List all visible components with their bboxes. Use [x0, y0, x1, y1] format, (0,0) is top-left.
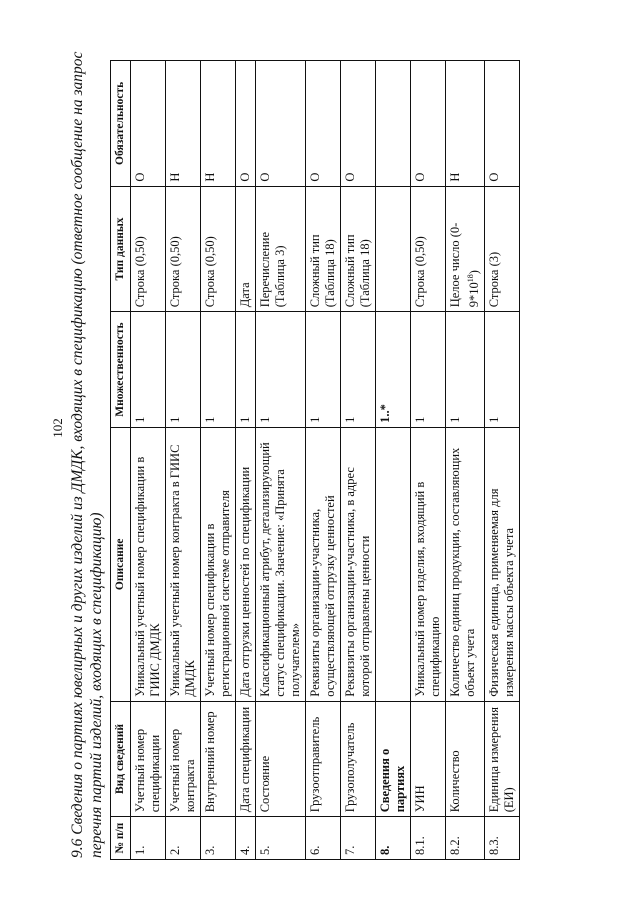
section-heading: 9.6 Сведения о партиях ювелирных и других изделий из ДМДК, входящих в спецификацию (ответное сообщение на запрос перечня партий изделий, входящих в спецификацию) — [69, 51, 105, 858]
cell-type — [376, 186, 411, 312]
table-row — [236, 61, 256, 860]
cell-mult: 1 — [131, 312, 166, 428]
rotated-content — [68, 40, 628, 860]
cell-desc: Физическая единица, применяемая для измерения массы объекта учета — [485, 427, 520, 701]
cell-type: Целое число $(0-9*10^{18})$ — [446, 186, 485, 312]
cell-mult: 1 — [341, 312, 376, 428]
column-header: Обязательность — [111, 61, 131, 187]
table-row — [166, 61, 201, 860]
cell-req: Н — [446, 61, 485, 187]
cell-req: Н — [201, 61, 236, 187]
cell-mult: 1..* — [376, 312, 411, 428]
cell-req: О — [485, 61, 520, 187]
column-header: № п/п — [111, 817, 131, 860]
cell-desc: Классификационный атрибут, детализирующий статус спецификации. Значение: «Принята получателем» — [256, 427, 306, 701]
cell-req: Н — [166, 61, 201, 187]
cell-kind: Состояние — [256, 701, 306, 817]
cell-kind: Учетный номер контракта — [166, 701, 201, 817]
column-header: Тип данных — [111, 186, 131, 312]
page-number: 102 — [49, 418, 65, 438]
cell-req: О — [236, 61, 256, 187]
data-table — [110, 60, 520, 860]
table-row — [341, 61, 376, 860]
column-header: Множественность — [111, 312, 131, 428]
cell-desc: Реквизиты организации-участника, осуществляющей отгрузку ценностей — [306, 427, 341, 701]
cell-kind: Внутренний номер — [201, 701, 236, 817]
column-header: Вид сведений — [111, 701, 131, 817]
cell-num: 8.3. — [485, 817, 520, 860]
table-row — [131, 61, 166, 860]
cell-type: Перечисление (Таблица 3) — [256, 186, 306, 312]
cell-num: 7. — [341, 817, 376, 860]
cell-kind: Количество — [446, 701, 485, 817]
cell-type: Строка (0,50) — [166, 186, 201, 312]
cell-num: 3. — [201, 817, 236, 860]
cell-req: О — [306, 61, 341, 187]
cell-desc — [376, 427, 411, 701]
cell-kind: Единица измерения (ЕИ) — [485, 701, 520, 817]
table-row — [201, 61, 236, 860]
cell-mult: 1 — [236, 312, 256, 428]
table-row — [306, 61, 341, 860]
cell-mult: 1 — [411, 312, 446, 428]
cell-num: 8.1. — [411, 817, 446, 860]
cell-req: О — [411, 61, 446, 187]
cell-kind: Учетный номер спецификации — [131, 701, 166, 817]
cell-kind: УИН — [411, 701, 446, 817]
cell-type: Сложный тип (Таблица 18) — [341, 186, 376, 312]
cell-desc: Дата отгрузки ценностей по спецификации — [236, 427, 256, 701]
cell-kind: Дата спецификации — [236, 701, 256, 817]
cell-kind: Грузоотправитель — [306, 701, 341, 817]
cell-num: 8. — [376, 817, 411, 860]
table-row — [446, 61, 485, 860]
cell-mult: 1 — [485, 312, 520, 428]
cell-num: 6. — [306, 817, 341, 860]
cell-num: 8.2. — [446, 817, 485, 860]
cell-desc: Реквизиты организации-участника, в адрес которой отправлены ценности — [341, 427, 376, 701]
cell-desc: Учетный номер спецификации в регистрационной системе отправителя — [201, 427, 236, 701]
table-row — [256, 61, 306, 860]
table-row — [411, 61, 446, 860]
cell-req: О — [341, 61, 376, 187]
cell-desc: Уникальный учетный номер спецификации в ГИИС ДМДК — [131, 427, 166, 701]
cell-mult: 1 — [256, 312, 306, 428]
table-header-row — [111, 61, 131, 860]
cell-desc: Уникальный номер изделия, входящий в спецификацию — [411, 427, 446, 701]
cell-mult: 1 — [166, 312, 201, 428]
cell-kind: Сведения о партиях — [376, 701, 411, 817]
table-row — [485, 61, 520, 860]
cell-req: О — [256, 61, 306, 187]
cell-type: Дата — [236, 186, 256, 312]
cell-type: Строка (3) — [485, 186, 520, 312]
cell-mult: 1 — [306, 312, 341, 428]
cell-mult: 1 — [446, 312, 485, 428]
cell-type: Сложный тип (Таблица 18) — [306, 186, 341, 312]
cell-num: 5. — [256, 817, 306, 860]
cell-req: О — [131, 61, 166, 187]
cell-num: 4. — [236, 817, 256, 860]
cell-num: 2. — [166, 817, 201, 860]
column-header: Описание — [111, 427, 131, 701]
cell-kind: Грузополучатель — [341, 701, 376, 817]
cell-type: Строка (0,50) — [131, 186, 166, 312]
cell-mult: 1 — [201, 312, 236, 428]
cell-num: 1. — [131, 817, 166, 860]
cell-type: Строка (0,50) — [201, 186, 236, 312]
table-row — [376, 61, 411, 860]
cell-type: Строка (0,50) — [411, 186, 446, 312]
cell-req — [376, 61, 411, 187]
cell-desc: Количество единиц продукции, составляющих объект учета — [446, 427, 485, 701]
cell-desc: Уникальный учетный номер контракта в ГИИС ДМДК — [166, 427, 201, 701]
